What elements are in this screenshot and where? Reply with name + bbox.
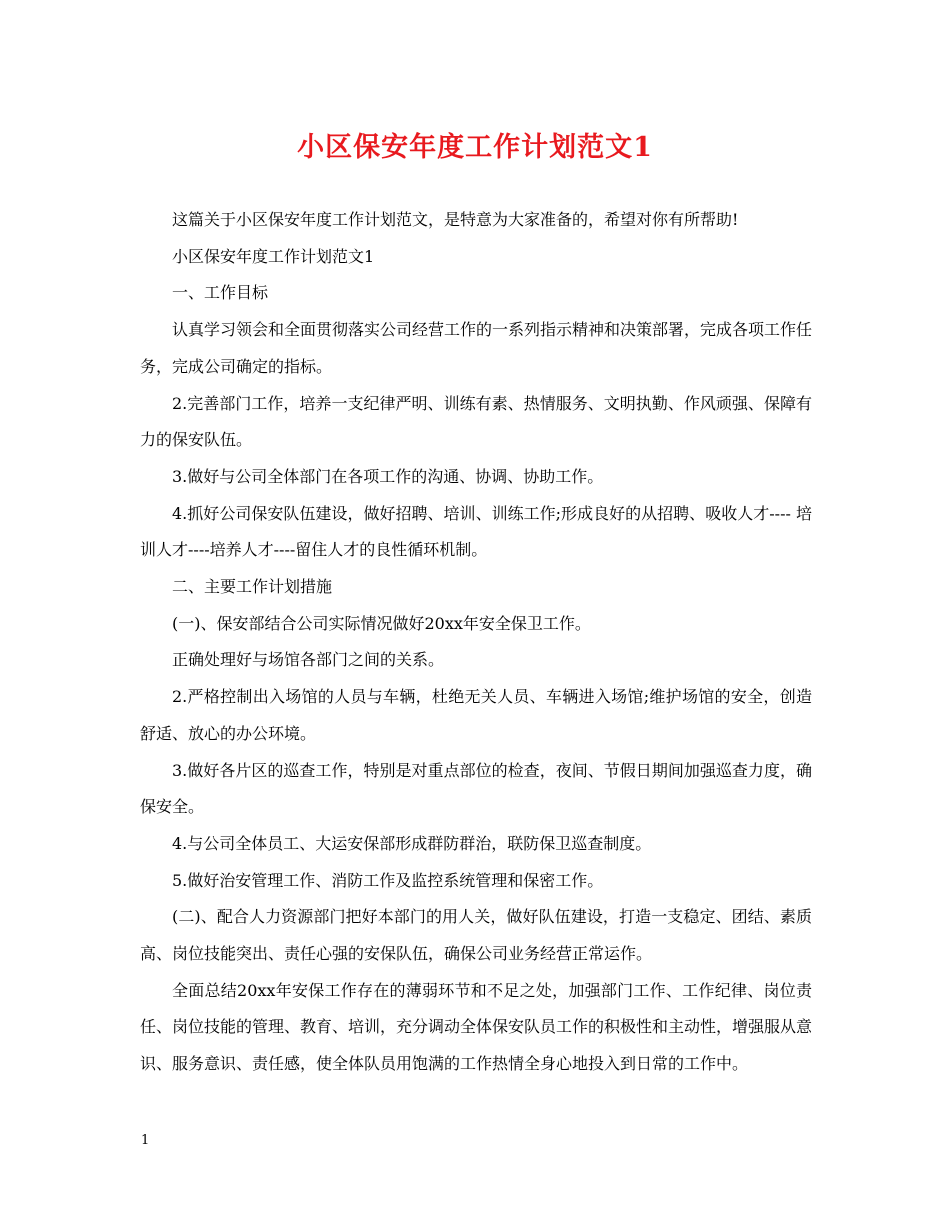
paragraph-measure-5: 5.做好治安管理工作、消防工作及监控系统管理和保密工作。: [172, 870, 604, 890]
paragraph-goal-2: 2.完善部门工作，培养一支纪律严明、训练有素、热情服务、文明执勤、作风顽强、保障有力的保安队伍。: [140, 393, 812, 450]
paragraph-goal-3: 3.做好与公司全体部门在各项工作的沟通、协调、协助工作。: [172, 466, 604, 486]
paragraph-measure-part-1: (一)、保安部结合公司实际情况做好20xx年安全保卫工作。: [172, 613, 591, 633]
paragraph-measure-part-2: (二)、配合人力资源部门把好本部门的用人关，做好队伍建设，打造一支稳定、团结、素质高、岗位技能突出、责任心强的安保队伍，确保公司业务经营正常运作。: [140, 907, 812, 964]
section-heading-goals: 一、工作目标: [172, 283, 269, 303]
paragraph-goal-4: 4.抓好公司保安队伍建设，做好招聘、培训、训练工作;形成良好的从招聘、吸收人才---- 培训人才----培养人才----留住人才的良性循环机制。: [140, 503, 812, 560]
paragraph-subtitle: 小区保安年度工作计划范文1: [172, 246, 375, 266]
paragraph-goal-1: 认真学习领会和全面贯彻落实公司经营工作的一系列指示精神和决策部署，完成各项工作任务，完成公司确定的指标。: [140, 320, 813, 376]
paragraph-measure-2: 2.严格控制出入场馆的人员与车辆，杜绝无关人员、车辆进入场馆;维护场馆的安全，创造舒适、放心的办公环境。: [140, 687, 812, 743]
page-number: 1: [141, 1133, 150, 1148]
document-body: [140, 202, 812, 1083]
paragraph-measure-1: 正确处理好与场馆各部门之间的关系。: [172, 650, 445, 670]
document-title: 小区保安年度工作计划范文1: [297, 132, 653, 163]
paragraph-intro: 这篇关于小区保安年度工作计划范文，是特意为大家准备的，希望对你有所帮助!: [172, 210, 739, 229]
paragraph-summary: 全面总结20xx年安保工作存在的薄弱环节和不足之处，加强部门工作、工作纪律、岗位责任、岗位技能的管理、教育、培训，充分调动全体保安队员工作的积极性和主动性，增强服从意识、服务意识、责任感，使全体队员用饱满的工作热情全身心地投入到日常的工作中。: [140, 980, 813, 1074]
section-heading-measures: 二、主要工作计划措施: [172, 577, 333, 597]
paragraph-measure-4: 4.与公司全体员工、大运安保部形成群防群治，联防保卫巡查制度。: [172, 833, 652, 853]
paragraph-measure-3: 3.做好各片区的巡查工作，特别是对重点部位的检查，夜间、节假日期间加强巡查力度，确保安全。: [140, 760, 812, 817]
